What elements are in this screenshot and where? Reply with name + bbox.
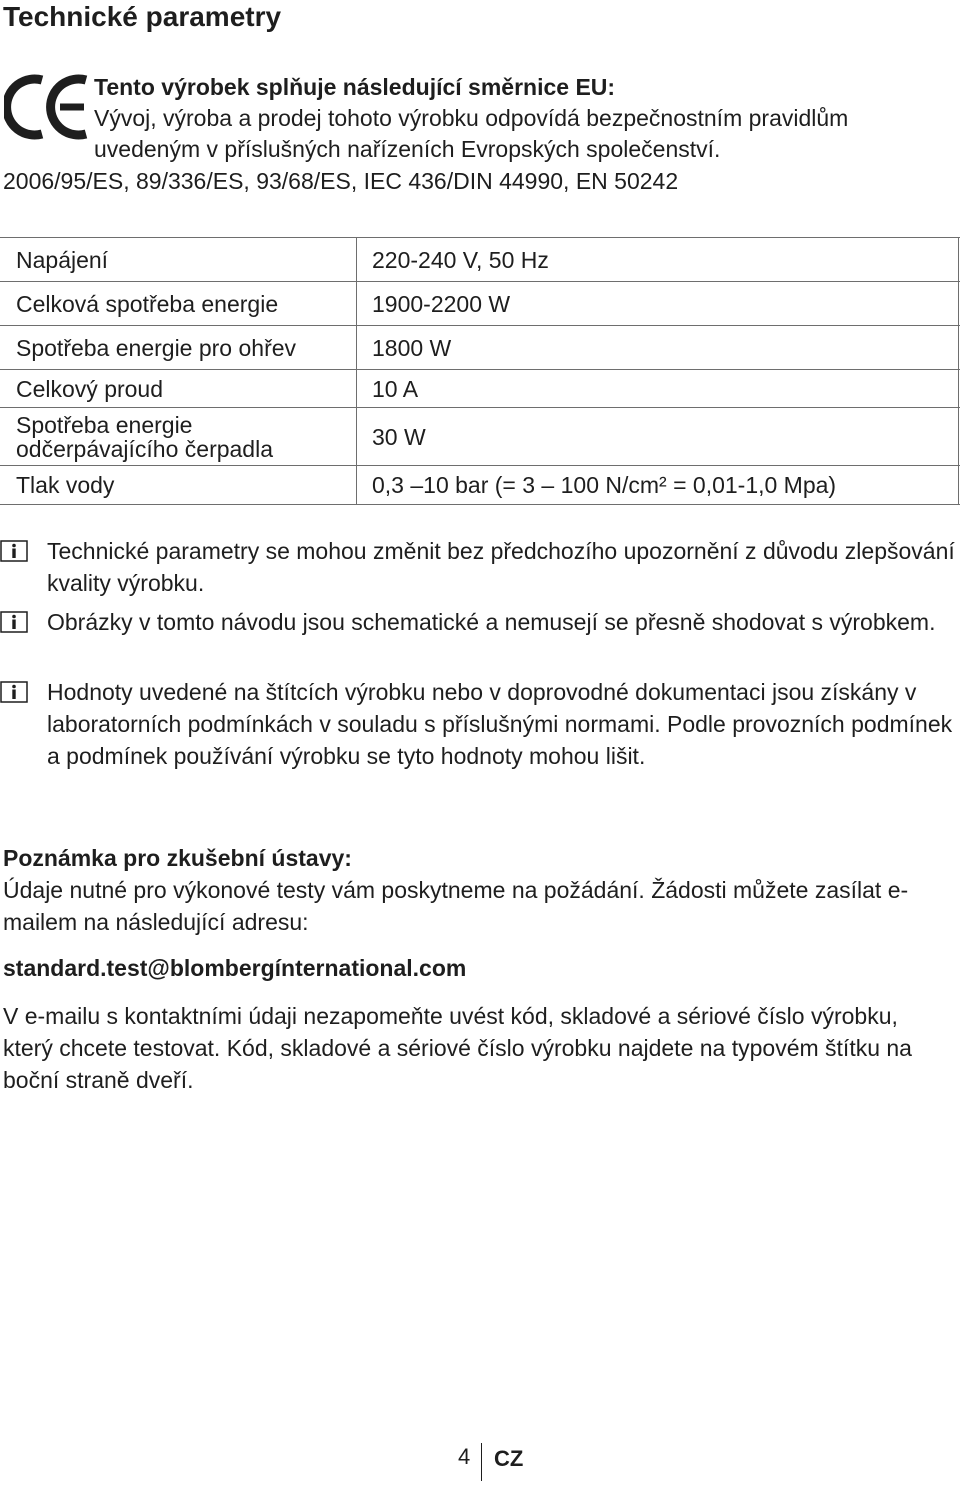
spec-label: Napájení	[16, 246, 109, 273]
testing-closing: V e-mailu s kontaktními údaji nezapomeňte uvést kód, skladové a sériové číslo výrobku, který chcete testovat. Kód, skladové a sériové číslo výrobku najdete na typovém štítku na boční straně dveří.	[3, 1003, 912, 1093]
ce-directive-text-line: uvedeným v příslušných nařízeních Evropských společenství.	[94, 136, 721, 162]
spec-label	[0, 413, 356, 461]
spec-row	[0, 465, 960, 505]
spec-label-line: Spotřeba energie	[16, 411, 193, 438]
spec-value: 0,3 –10 bar (= 3 – 100 N/cm² = 0,01-1,0 Mpa)	[372, 472, 837, 498]
spec-label: Celkový proud	[16, 375, 164, 402]
ce-directive-heading: Tento výrobek splňuje následující směrnice EU:	[94, 74, 616, 100]
info-icon	[0, 611, 28, 633]
note-text: Obrázky v tomto návodu jsou schematické a nemusejí se přesně shodovat s výrobkem.	[47, 609, 936, 635]
testing-text: Údaje nutné pro výkonové testy vám poskytneme na požádání. Žádosti můžete zasílat e-mailem na následující adresu:	[3, 877, 909, 935]
page-number: 4	[458, 1444, 471, 1469]
spec-row	[0, 369, 960, 407]
spec-value: 220-240 V, 50 Hz	[372, 246, 549, 273]
note-item	[0, 535, 960, 599]
info-icon	[0, 540, 28, 562]
spec-row	[0, 237, 960, 281]
spec-label: Tlak vody	[16, 472, 115, 498]
note-item	[0, 606, 960, 670]
note-item	[0, 676, 960, 804]
info-icon	[0, 681, 28, 703]
spec-table	[0, 237, 960, 505]
note-text: Hodnoty uvedené na štítcích výrobku nebo v doprovodné dokumentaci jsou získány v laboratorních podmínkách v souladu s příslušnými normami. Podle provozních podmínek a podmínek používání výrobku se tyto hodnoty mohou lišit.	[47, 679, 953, 769]
spec-value: 10 A	[372, 375, 419, 402]
testing-email: standard.test@blombergínternational.com	[3, 955, 467, 981]
spec-value: 1800 W	[372, 334, 452, 361]
spec-label: Celková spotřeba energie	[16, 290, 279, 317]
ce-directive-text-line: Vývoj, výroba a prodej tohoto výrobku odpovídá bezpečnostním pravidlům	[94, 105, 849, 131]
language-code: CZ	[494, 1446, 524, 1471]
spec-value: 1900-2200 W	[372, 290, 511, 317]
spec-label-line: odčerpávajícího čerpadla	[16, 435, 273, 462]
spec-row	[0, 281, 960, 325]
note-text: Technické parametry se mohou změnit bez předchozího upozornění z důvodu zlepšování kvality výrobku.	[47, 538, 955, 596]
spec-value: 30 W	[372, 423, 426, 450]
footer-divider	[481, 1443, 482, 1481]
ce-directive-list: 2006/95/ES, 89/336/ES, 93/68/ES, IEC 436/DIN 44990, EN 50242	[3, 168, 679, 194]
page-title: Technické parametry	[3, 1, 282, 32]
spec-row	[0, 407, 960, 465]
ce-mark-icon	[4, 74, 90, 140]
testing-heading: Poznámka pro zkušební ústavy:	[3, 845, 352, 871]
spec-label: Spotřeba energie pro ohřev	[16, 334, 297, 361]
spec-row	[0, 325, 960, 369]
